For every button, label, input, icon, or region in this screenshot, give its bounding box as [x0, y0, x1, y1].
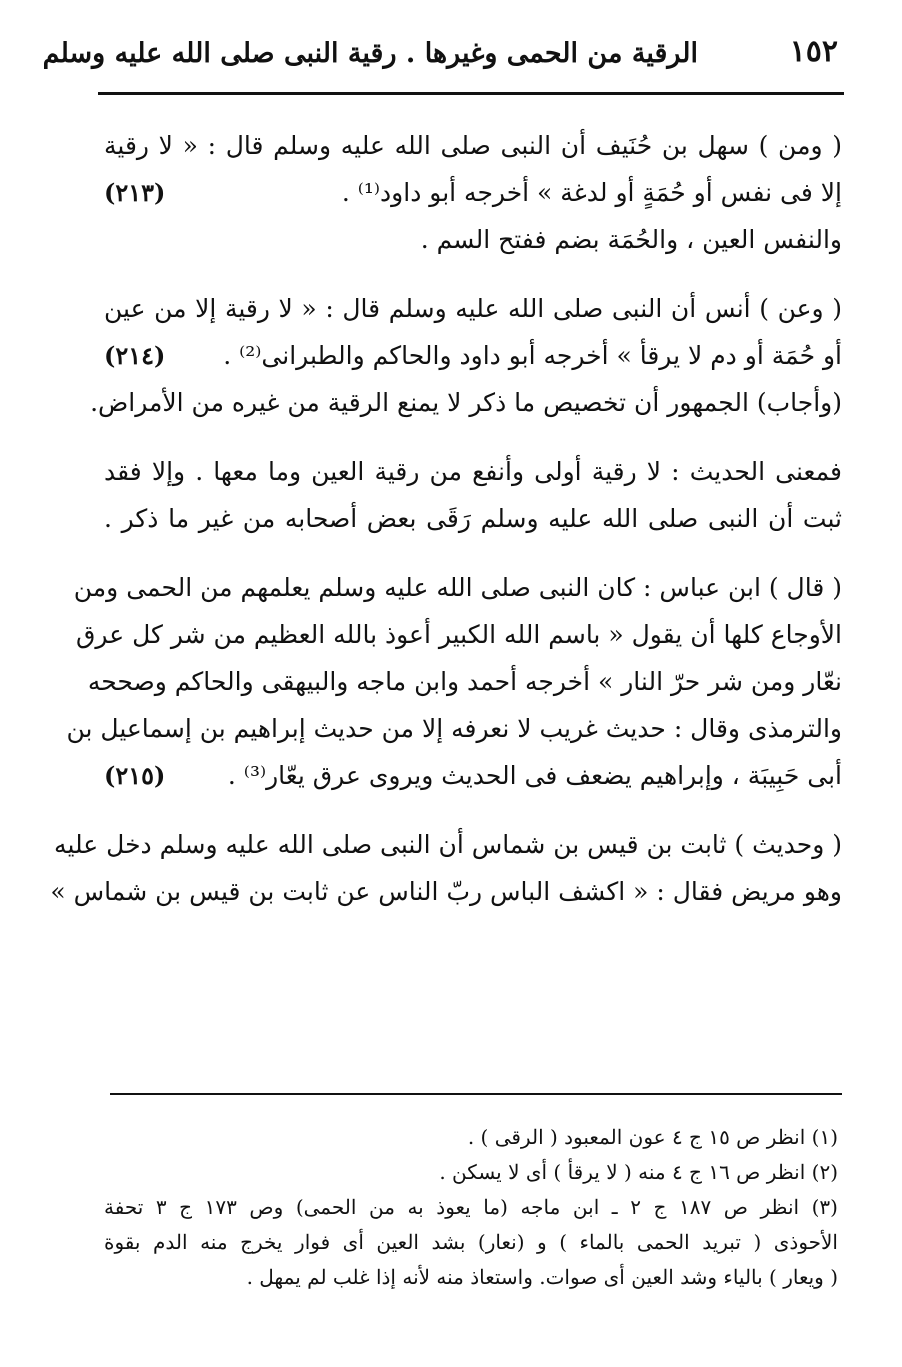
text-line: والترمذى وقال : حديث غريب لا نعرفه إلا من حديث إبراهيم بن إسماعيل بن — [66, 714, 842, 743]
text-line: الأوجاع كلها أن يقول « باسم الله الكبير أعوذ بالله العظيم من شر كل عرق — [76, 620, 842, 649]
footnote-2: (٢) انظر ص ١٦ ج ٤ منه ( لا يرقأ ) أى لا يسكن . — [439, 1160, 838, 1184]
paragraph-meaning — [104, 448, 842, 542]
footnote-3-continued: ( ويعار ) بالياء وشد العين أى صوات. واستعاذ منه لأنه إذا غلب لم يمهل . — [246, 1265, 838, 1289]
text-line — [104, 332, 842, 379]
text-line: وهو مريض فقال : « اكشف الباس ربّ الناس عن ثابت بن قيس بن شماس » — [50, 877, 842, 906]
text-line — [104, 752, 842, 799]
hadith-number: (٢١٣) — [104, 178, 166, 207]
footnote-1: (١) انظر ص ١٥ ج ٤ عون المعبود ( الرقى ) . — [467, 1125, 838, 1149]
footnotes — [104, 1120, 838, 1295]
text-line: ( وعن ) أنس أن النبى صلى الله عليه وسلم قال : « لا رقية إلا من عين — [104, 294, 842, 323]
running-title: الرقية من الحمى وغيرها . رقية النبى صلى الله عليه وسلم — [42, 38, 698, 69]
hadith-number: (٢١٥) — [104, 761, 166, 790]
text-line: ( قال ) ابن عباس : كان النبى صلى الله عليه وسلم يعلمهم من الحمى ومن — [73, 573, 842, 602]
text-line: ( وحديث ) ثابت بن قيس بن شماس أن النبى صلى الله عليه وسلم دخل عليه — [54, 830, 842, 859]
paragraph-thabit-hadith — [50, 821, 842, 915]
text-line: والنفس العين ، والحُمَة بضم ففتح السم . — [420, 225, 842, 254]
footnote-3-continued: الأحوذى ( تبريد الحمى بالماء ) و (نعار) بشد العين أى فوار يخرج منه الدم بقوة — [104, 1230, 838, 1254]
page-number: ١٥٢ — [789, 34, 838, 69]
page-header — [42, 34, 840, 90]
text-line: ثبت أن النبى صلى الله عليه وسلم رَقَى بعض أصحابه من غير ما ذكر . — [104, 504, 842, 533]
paragraph-majority-answer — [90, 379, 842, 426]
paragraph-hadith-215 — [66, 564, 842, 799]
paragraph-hadith-213 — [104, 122, 842, 216]
main-text — [50, 122, 842, 915]
text-line: (وأجاب) الجمهور أن تخصيص ما ذكر لا يمنع الرقية من غيره من الأمراض. — [90, 388, 842, 417]
text-line-content: أو حُمَة أو دم لا يرقأ » أخرجه أبو داود والحاكم والطبرانى⁽²⁾ . — [223, 341, 842, 370]
text-line: نعّار ومن شر حرّ النار » أخرجه أحمد وابن ماجه والبيهقى والحاكم وصححه — [87, 667, 842, 696]
hadith-number: (٢١٤) — [104, 341, 166, 370]
text-line-content: أبى حَبِيبَة ، وإبراهيم يضعف فى الحديث ويروى عرق يعّار⁽³⁾ . — [227, 761, 842, 790]
text-line-content: إلا فى نفس أو حُمَةٍ أو لدغة » أخرجه أبو داود⁽¹⁾ . — [341, 178, 842, 207]
paragraph-hadith-214 — [104, 285, 842, 379]
text-line — [104, 169, 842, 216]
text-line: فمعنى الحديث : لا رقية أولى وأنفع من رقية العين وما معها . وإلا فقد — [104, 457, 842, 486]
footnote-3: (٣) انظر ص ١٨٧ ج ٢ ـ ابن ماجه (ما يعوذ به من الحمى) وص ١٧٣ ج ٣ تحفة — [104, 1195, 838, 1219]
footnote-rule — [110, 1093, 842, 1095]
header-rule — [98, 92, 844, 95]
paragraph-definition — [104, 216, 842, 263]
text-line: ( ومن ) سهل بن حُنَيف أن النبى صلى الله عليه وسلم قال : « لا رقية — [104, 131, 842, 160]
